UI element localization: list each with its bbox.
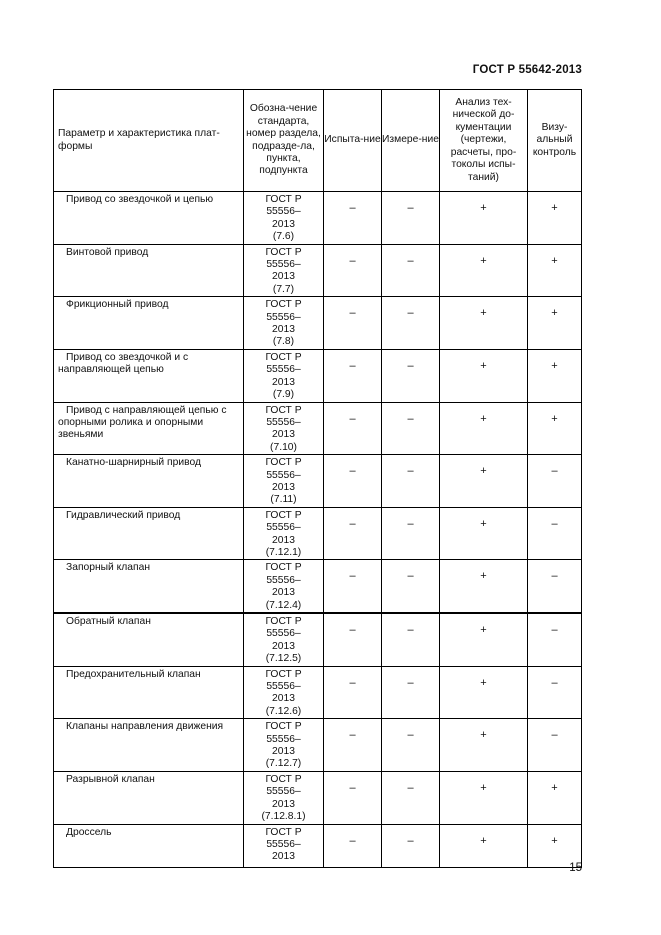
parameter-cell — [54, 192, 244, 245]
parameter-text: Запорный клапан — [66, 562, 151, 574]
measurement-cell: – — [382, 455, 440, 508]
table-row — [54, 824, 582, 867]
visual-cell: + — [528, 297, 582, 350]
standard-line: ГОСТ Р — [265, 299, 302, 311]
measurement-cell: – — [382, 297, 440, 350]
standard-line: ГОСТ Р — [265, 246, 302, 258]
analysis-cell: + — [440, 560, 528, 613]
parameter-cell — [54, 402, 244, 455]
standard-cell — [244, 560, 324, 613]
standard-line: (7.6) — [272, 231, 295, 243]
visual-cell: – — [528, 719, 582, 772]
parameter-cell — [54, 719, 244, 772]
standard-cell — [244, 507, 324, 560]
analysis-cell: + — [440, 244, 528, 297]
parameter-cell — [54, 507, 244, 560]
test-cell: – — [324, 507, 382, 560]
measurement-cell: – — [382, 666, 440, 719]
parameter-cell — [54, 455, 244, 508]
header-measurement: Измере-ние — [382, 90, 440, 192]
test-cell: – — [324, 192, 382, 245]
standard-line: 2013 — [272, 481, 295, 493]
visual-cell: – — [528, 455, 582, 508]
measurement-cell: – — [382, 402, 440, 455]
standard-line: ГОСТ Р — [265, 668, 302, 680]
visual-cell: – — [528, 666, 582, 719]
standard-line: (7.11) — [270, 494, 297, 506]
parameter-text: Винтовой привод — [66, 246, 149, 258]
table-row — [54, 297, 582, 350]
page-number: 15 — [569, 862, 582, 874]
standard-line: ГОСТ Р — [265, 616, 302, 627]
test-cell: – — [324, 824, 382, 867]
visual-cell: + — [528, 244, 582, 297]
standard-line: ГОСТ Р — [265, 721, 302, 733]
standard-line: 2013 — [272, 218, 295, 230]
standard-cell — [244, 244, 324, 297]
standard-line: 55556– — [266, 416, 301, 428]
parameter-text: Клапаны направления движения — [66, 721, 224, 733]
standard-cell — [244, 771, 324, 824]
analysis-cell: + — [440, 719, 528, 772]
visual-cell: + — [528, 402, 582, 455]
standard-line: 2013 — [272, 587, 295, 599]
analysis-cell: + — [440, 507, 528, 560]
header-visual-control: Визу-альный контроль — [528, 90, 582, 192]
measurement-cell: – — [382, 771, 440, 824]
visual-cell: + — [528, 192, 582, 245]
visual-cell: – — [528, 507, 582, 560]
test-cell: – — [324, 244, 382, 297]
test-cell: – — [324, 297, 382, 350]
standard-cell — [244, 613, 324, 666]
standard-line: 55556– — [266, 574, 301, 586]
analysis-cell: + — [440, 297, 528, 350]
table-row — [54, 666, 582, 719]
standard-line: 2013 — [272, 534, 295, 546]
analysis-cell: + — [440, 455, 528, 508]
table-row — [54, 613, 582, 666]
table-row — [54, 244, 582, 297]
table-body — [54, 192, 582, 868]
table-row — [54, 771, 582, 824]
parameter-text: Гидравлический привод — [66, 509, 181, 521]
visual-cell: – — [528, 613, 582, 666]
analysis-cell: + — [440, 666, 528, 719]
test-cell: – — [324, 402, 382, 455]
parameter-cell — [54, 560, 244, 613]
parameter-text: Привод с направляющей цепью с опорными ролика и опорными звеньями — [58, 404, 227, 441]
standard-line: 55556– — [266, 469, 301, 481]
parameter-cell — [54, 349, 244, 402]
parameter-text: Фрикционный привод — [66, 299, 169, 311]
parameter-text: Дроссель — [66, 826, 112, 838]
header-standard: Обозна-чение стандарта, номер раздела, подразде-ла, пункта, подпункта — [244, 90, 324, 192]
standard-line: ГОСТ Р — [265, 404, 302, 416]
parameter-cell — [54, 244, 244, 297]
standard-line: (7.9) — [272, 389, 295, 401]
table-row — [54, 455, 582, 508]
measurement-cell: – — [382, 349, 440, 402]
test-cell: – — [324, 771, 382, 824]
standard-line: ГОСТ Р — [265, 457, 302, 469]
standard-line: 2013 — [272, 798, 295, 810]
table-row — [54, 402, 582, 455]
analysis-cell: + — [440, 402, 528, 455]
standard-line: 55556– — [266, 628, 301, 640]
standard-line: ГОСТ Р — [265, 194, 302, 205]
standard-line: 2013 — [272, 271, 295, 283]
table-row — [54, 349, 582, 402]
inspection-table — [53, 89, 582, 868]
table-row — [54, 719, 582, 772]
parameter-text: Обратный клапан — [66, 616, 151, 627]
standard-cell — [244, 455, 324, 508]
standard-line: (7.12.7) — [265, 758, 302, 770]
standard-cell — [244, 666, 324, 719]
standard-line: 2013 — [272, 376, 295, 388]
measurement-cell: – — [382, 507, 440, 560]
parameter-cell — [54, 771, 244, 824]
measurement-cell: – — [382, 613, 440, 666]
standard-line: 55556– — [266, 364, 301, 376]
measurement-cell: – — [382, 824, 440, 867]
analysis-cell: + — [440, 613, 528, 666]
standard-line: (7.8) — [272, 336, 295, 348]
standard-line: ГОСТ Р — [265, 773, 302, 785]
standard-line: (7.10) — [270, 441, 297, 453]
standard-line: 55556– — [266, 786, 301, 798]
parameter-cell — [54, 613, 244, 666]
test-cell: – — [324, 613, 382, 666]
document-code: ГОСТ Р 55642-2013 — [472, 64, 582, 76]
standard-line: (7.12.1) — [265, 546, 302, 558]
standard-line: 2013 — [272, 693, 295, 705]
measurement-cell: – — [382, 192, 440, 245]
parameter-text: Канатно-шарнирный привод — [66, 457, 201, 469]
standard-line: 2013 — [272, 640, 295, 652]
parameter-cell — [54, 666, 244, 719]
measurement-cell: – — [382, 560, 440, 613]
visual-cell: + — [528, 349, 582, 402]
standard-line: 55556– — [266, 733, 301, 745]
test-cell: – — [324, 666, 382, 719]
standard-cell — [244, 192, 324, 245]
analysis-cell: + — [440, 771, 528, 824]
standard-line: 55556– — [266, 838, 301, 850]
standard-line: (7.12.8.1) — [261, 811, 306, 823]
measurement-cell: – — [382, 719, 440, 772]
parameter-cell — [54, 824, 244, 867]
standard-line: (7.7) — [272, 283, 295, 295]
test-cell: – — [324, 455, 382, 508]
standard-cell — [244, 297, 324, 350]
standard-line: (7.12.4) — [265, 599, 302, 611]
standard-line: 2013 — [272, 746, 295, 758]
standard-cell — [244, 824, 324, 867]
header-parameter: Параметр и характеристика плат-формы — [54, 90, 244, 192]
visual-cell: + — [528, 771, 582, 824]
standard-line: 55556– — [266, 206, 301, 218]
header-documentation-analysis: Анализ тех-нической до-кументации (чертежи, расчеты, про-токолы испы-таний) — [440, 90, 528, 192]
table-row — [54, 507, 582, 560]
visual-cell: + — [528, 824, 582, 867]
analysis-cell: + — [440, 192, 528, 245]
standard-line: 2013 — [272, 429, 295, 441]
standard-cell — [244, 719, 324, 772]
analysis-cell: + — [440, 349, 528, 402]
test-cell: – — [324, 349, 382, 402]
standard-line: 2013 — [272, 324, 295, 336]
parameter-text: Предохранительный клапан — [66, 668, 201, 680]
standard-line: 2013 — [272, 851, 295, 863]
standard-cell — [244, 349, 324, 402]
standard-line: ГОСТ Р — [265, 826, 302, 838]
measurement-cell: – — [382, 244, 440, 297]
standard-line: ГОСТ Р — [265, 351, 302, 363]
header-test: Испыта-ние — [324, 90, 382, 192]
standard-line: ГОСТ Р — [265, 562, 302, 574]
standard-cell — [244, 402, 324, 455]
visual-cell: – — [528, 560, 582, 613]
parameter-text: Привод со звездочкой и с направляющей цепью — [58, 351, 189, 376]
standard-line: 55556– — [266, 311, 301, 323]
standard-line: (7.12.5) — [265, 653, 302, 665]
table-row — [54, 192, 582, 245]
parameter-text: Привод со звездочкой и цепью — [66, 194, 214, 205]
standard-line: (7.12.6) — [265, 705, 302, 717]
table-header-row — [54, 90, 582, 192]
standard-line: ГОСТ Р — [265, 509, 302, 521]
standard-line: 55556– — [266, 522, 301, 534]
standard-line: 55556– — [266, 259, 301, 271]
table-row — [54, 560, 582, 613]
analysis-cell: + — [440, 824, 528, 867]
test-cell: – — [324, 560, 382, 613]
parameter-text: Разрывной клапан — [66, 773, 155, 785]
test-cell: – — [324, 719, 382, 772]
parameter-cell — [54, 297, 244, 350]
standard-line: 55556– — [266, 681, 301, 693]
